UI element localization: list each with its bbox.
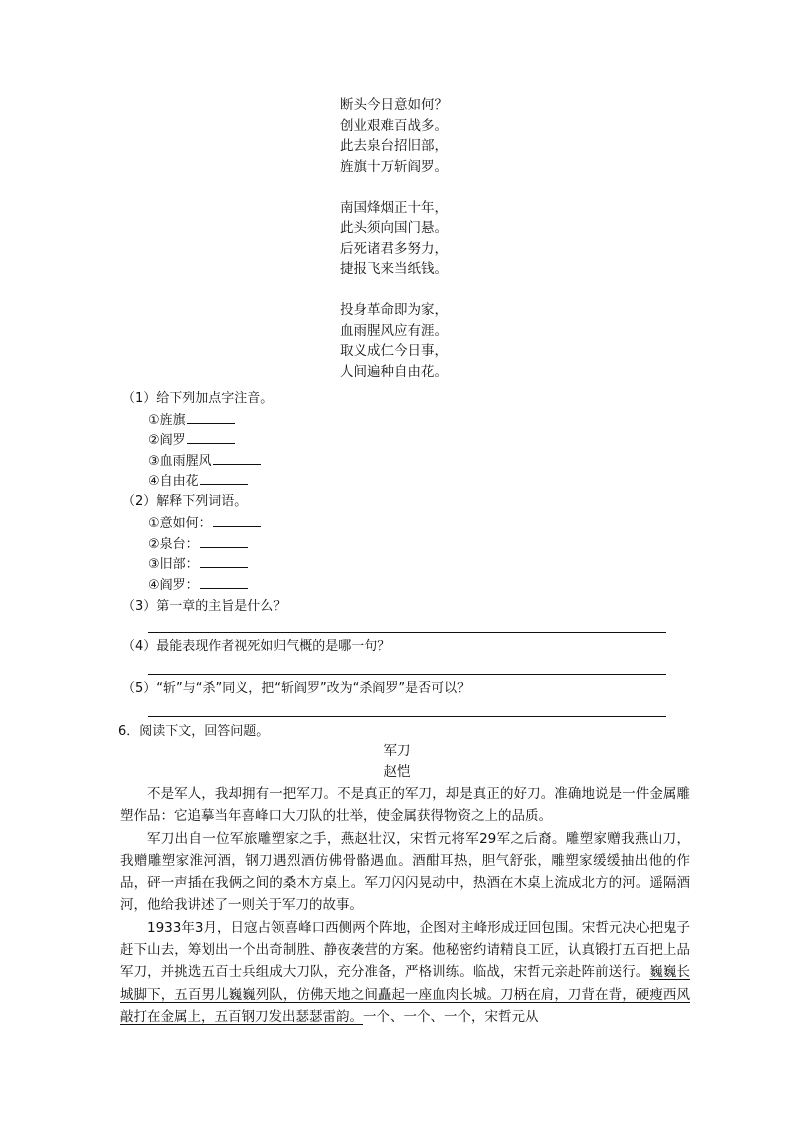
- answer-blank[interactable]: [187, 410, 235, 424]
- poem-line: 取义成仁今日事，: [340, 343, 448, 359]
- question-2-item: [148, 534, 248, 556]
- question-1-item: [148, 430, 235, 452]
- poem-stanza-3: [340, 300, 500, 382]
- underlined-sentence: 巍巍长城脚下，五百男儿巍巍列队，仿佛天地之间矗起一座血肉长城。刀柄在肩，刀背在背，硬瘦西风敲打在金属上，五百钢刀发出瑟瑟雷韵。: [120, 964, 691, 1025]
- question-4-label: （4）最能表现作者视死如归气概的是哪一句？: [122, 639, 391, 654]
- item-text: ①旌旗: [148, 413, 186, 428]
- poem-line: 后死诸君多努力，: [340, 240, 448, 257]
- answer-line[interactable]: [148, 674, 666, 675]
- poem-stanza-1: [340, 95, 500, 177]
- poem-line: 断头今日意如何？: [340, 97, 448, 113]
- poem: [340, 95, 500, 403]
- paragraph-3-text: 1933年3月，日寇占领喜峰口西侧两个阵地，企图对主峰形成迂回包围。宋哲元决心把鬼子赶下山去，筹划出一个出奇制胜、静夜袭营的方案。他秘密约请精良工匠，认真锻打五百把上品军刀，并挑选五百士兵组成大刀队，充分准备，严格训练。临战，宋哲元亲赴阵前送行。: [120, 919, 690, 981]
- question-2-label: （2）解释下列词语。: [122, 494, 248, 509]
- item-text: ②阎罗: [148, 433, 186, 448]
- answer-line[interactable]: [148, 716, 666, 717]
- article-body: [120, 783, 690, 1028]
- paragraph-1: 不是军人，我却拥有一把军刀。不是真正的军刀，却是真正的好刀。准确地说是一件金属雕塑作品：它追摹当年喜峰口大刀队的壮举，使金属获得物资之上的品质。: [120, 786, 690, 825]
- poem-line: 旌旗十万斩阎罗。: [340, 158, 448, 175]
- poem-line: 此去泉台招旧部，: [340, 138, 448, 154]
- poem-line: 捷报飞来当纸钱。: [340, 261, 448, 277]
- question-3-label: （3）第一章的主旨是什么？: [122, 599, 287, 614]
- poem-line: 创业艰难百战多。: [340, 117, 448, 134]
- item-text: ①意如何：: [148, 516, 212, 531]
- answer-blank[interactable]: [200, 534, 248, 548]
- question-1-item: [148, 410, 235, 432]
- paragraph-3: [120, 917, 690, 1028]
- item-text: ④自由花: [148, 474, 199, 489]
- answer-blank[interactable]: [200, 471, 248, 485]
- article-title: 军刀: [383, 743, 411, 759]
- answer-blank[interactable]: [213, 513, 261, 527]
- answer-blank[interactable]: [213, 451, 261, 465]
- question-2-item: [148, 554, 248, 576]
- question-1-item: [148, 471, 248, 493]
- answer-line[interactable]: [148, 632, 666, 633]
- question-2-item: [148, 513, 261, 535]
- paragraph-2: 军刀出自一位军旅雕塑家之手，燕赵壮汉，宋哲元将军29军之后裔。雕塑家赠我燕山刀，我赠雕塑家淮河酒，钢刀遇烈酒仿佛骨骼遇血。酒酣耳热，胆气舒张，雕塑家缓缓抽出他的作品，砰一声插在我俩之间的桑木方桌上。军刀闪闪晃动中，热酒在木桌上流成北方的河。遥隔酒河，他给我讲述了一则关于军刀的故事。: [120, 830, 690, 914]
- answer-blank[interactable]: [200, 554, 248, 568]
- item-text: ③血雨腥风: [148, 454, 212, 469]
- question-5-label: （5）“斩”与“杀”同义，把“斩阎罗”改为“杀阎罗”是否可以？: [122, 681, 471, 696]
- poem-line: 南国烽烟正十年，: [340, 199, 448, 216]
- answer-blank[interactable]: [200, 575, 248, 589]
- section-6-heading: 6．阅读下文，回答问题。: [118, 724, 270, 739]
- question-2-item: [148, 575, 248, 597]
- poem-line: 投身革命即为家，: [340, 302, 448, 318]
- item-text: ③旧部：: [148, 557, 199, 572]
- question-1-label: （1）给下列加点字注音。: [122, 391, 274, 406]
- item-text: ②泉台：: [148, 537, 199, 552]
- item-text: ④阎罗：: [148, 578, 199, 593]
- poem-line: 血雨腥风应有涯。: [340, 322, 448, 339]
- poem-line: 此头须向国门悬。: [340, 220, 448, 236]
- question-1-item: [148, 451, 261, 473]
- poem-stanza-2: [340, 198, 500, 280]
- poem-line: 人间遍种自由花。: [340, 363, 448, 380]
- paragraph-3-continuation: 一个、一个、一个，宋哲元从: [363, 1008, 539, 1025]
- article-author: 赵恺: [383, 764, 411, 780]
- answer-blank[interactable]: [187, 430, 235, 444]
